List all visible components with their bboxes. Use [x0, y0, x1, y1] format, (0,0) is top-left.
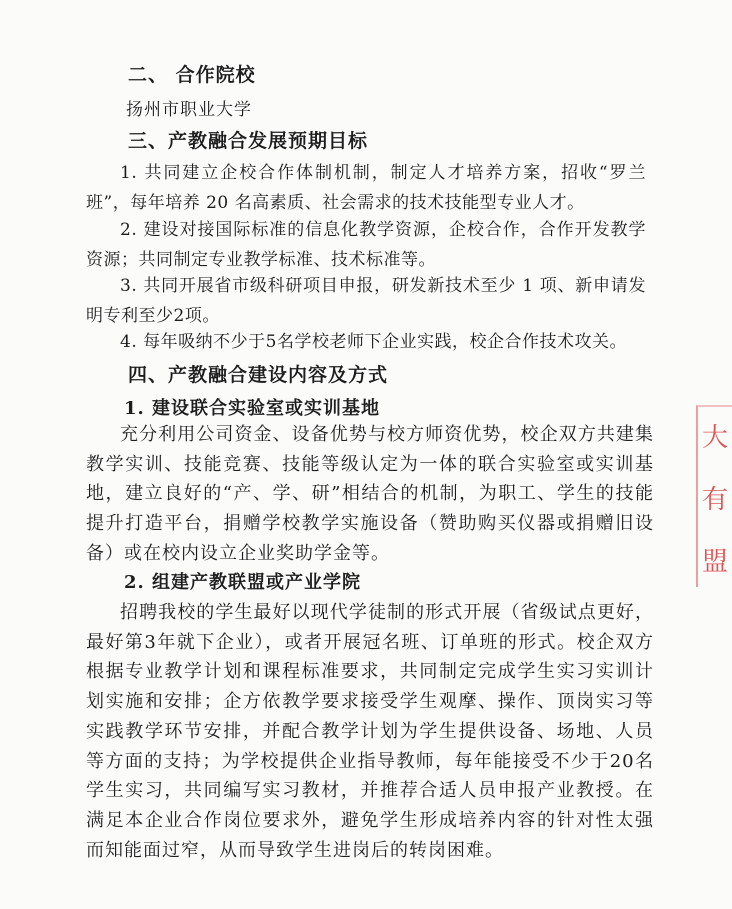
subsection-2-heading: 2. 组建产教联盟或产业学院	[124, 572, 362, 593]
subsection-2-paragraph: 招聘我校的学生最好以现代学徒制的形式开展（省级试点更好，最好第3年就下企业），或者开展冠名班、订单班的形式。校企双方根据专业教学计划和课程标准要求，共同制定完成学生实习实训计划实施和安排；企方依教学要求接受学生观摩、操作、顶岗实习等实践教学环节安排，并配合教学计划为学生提供设备、场地、人员等方面的支持；为学校提供企业指导教师，每年能接受不少于20名学生实习，共同编写实习教材，并推荐合适人员申报产业教授。在满足本企业合作岗位要求外，避免学生形成培养内容的针对性太强而知能面过窄，从而导致学生进岗后的转岗困难。	[86, 602, 654, 861]
subsection-1-paragraph: 充分利用公司资金、设备优势与校方师资优势，校企双方共建集教学实训、技能竞赛、技能等级认定为一体的联合实验室或实训基地，建立良好的“产、学、研”相结合的机制，为职工、学生的技能提升打造平台，捐赠学校教学实施设备（赞助购买仪器或捐赠旧设备）或在校内设立企业奖助学金等。	[86, 424, 654, 564]
seal-char-1: 大	[702, 423, 729, 453]
section-4-heading: 四、产教融合建设内容及方式	[128, 364, 389, 386]
seal-char-3: 盟	[702, 547, 729, 577]
section-2-heading: 二、 合作院校	[128, 64, 256, 86]
goal-item-2: 2. 建设对接国际标准的信息化教学资源，企校合作，合作开发教学资源；共同制定专业教学标准、技术标准等。	[86, 220, 646, 270]
red-seal-stamp	[696, 405, 732, 587]
partner-school-name: 扬州市职业大学	[126, 100, 252, 120]
goal-item-1: 1. 共同建立企校合作体制机制，制定人才培养方案，招收“罗兰班”，每年培养 20 名高素质、社会需求的技术技能型专业人才。	[86, 163, 646, 213]
goal-item-4: 4. 每年吸纳不少于5名学校老师下企业实践，校企合作技术攻关。	[120, 332, 627, 352]
goal-item-3: 3. 共同开展省市级科研项目申报，研发新技术至少 1 项、新申请发明专利至少2项。	[86, 276, 646, 326]
seal-char-2: 有	[702, 485, 729, 515]
subsection-1-heading: 1. 建设联合实验室或实训基地	[124, 398, 381, 419]
section-3-heading: 三、产教融合发展预期目标	[128, 130, 369, 152]
